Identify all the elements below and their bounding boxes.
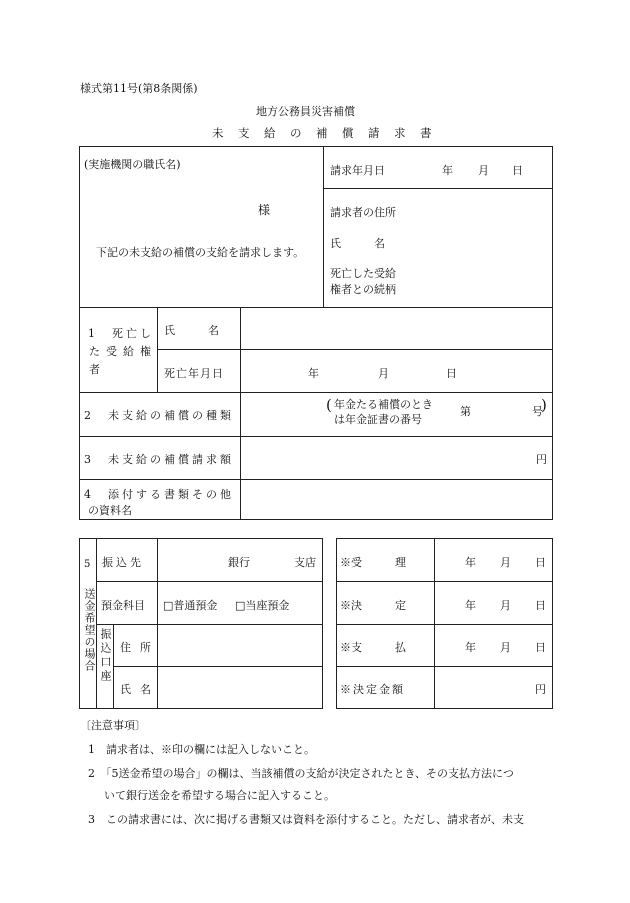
form-title: 未支給の補償請求書 xyxy=(212,126,446,140)
request-day: 日 xyxy=(512,164,523,177)
account-name-label: 氏名 xyxy=(120,683,160,696)
received-month: 月 xyxy=(500,556,511,569)
branch-label: 支店 xyxy=(294,556,316,569)
office-decided-label: ※決 定 xyxy=(340,599,406,612)
relation-label-1: 死亡した受給 xyxy=(330,267,396,280)
received-day: 日 xyxy=(535,556,546,569)
office-amount-label: ※決定金額 xyxy=(340,683,405,696)
row2-label: 2 未支給の補償の種類 xyxy=(84,409,234,422)
row2-note-1: 年金たる補償のとき xyxy=(334,398,433,411)
deceased-label-1: 1 死亡し xyxy=(88,327,154,340)
account-address-label: 住所 xyxy=(120,641,160,654)
deceased-label-3: 者 xyxy=(89,363,100,376)
form-heading-sub: 地方公務員災害補償 xyxy=(256,105,355,118)
note-2a: 2 「5送金希望の場合」の欄は、当該補償の支給が決定されたとき、その支払方法につ xyxy=(88,767,514,780)
row4-label-2: の資料名 xyxy=(88,504,132,517)
deceased-name-label: 氏 名 xyxy=(164,324,219,337)
bank-label: 銀行 xyxy=(228,556,250,569)
relation-label-2: 権者との続柄 xyxy=(330,283,396,296)
note-3: 3 この請求書には、次に掲げる書類又は資料を添付すること。ただし、請求者が、未支 xyxy=(88,813,524,826)
office-received-label: ※受 理 xyxy=(340,556,406,569)
deposit-type-label: 預金科目 xyxy=(101,599,145,612)
deceased-label-2: た受給権 xyxy=(89,345,157,358)
request-year: 年 xyxy=(442,164,453,177)
note-1: 1 請求者は、※印の欄には記入しないこと。 xyxy=(88,743,315,756)
current-deposit-checkbox[interactable]: □当座預金 xyxy=(235,599,290,612)
furikomi-saki-label: 振込先 xyxy=(102,556,144,569)
honorific: 様 xyxy=(258,203,271,217)
ordinary-deposit-checkbox[interactable]: □普通預金 xyxy=(163,599,218,612)
request-sentence: 下記の未支給の補償の支給を請求します。 xyxy=(96,246,305,259)
bracket-right: ) xyxy=(541,396,547,414)
claimant-name-label: 氏 名 xyxy=(330,237,385,250)
request-date-label: 請求年月日 xyxy=(330,164,385,177)
death-date-label: 死亡年月日 xyxy=(164,367,224,380)
row3-label: 3 未支給の補償請求額 xyxy=(84,453,234,466)
note-2b: いて銀行送金を希望する場合に記入すること。 xyxy=(104,789,335,802)
bank-section-title: 送金希望の場合 xyxy=(83,588,96,672)
row2-note-2: は年金証書の番号 xyxy=(334,413,422,426)
request-month: 月 xyxy=(478,164,489,177)
notes-title: 〔注意事項〕 xyxy=(80,719,146,732)
decided-month: 月 xyxy=(500,599,511,612)
death-day: 日 xyxy=(446,367,457,380)
bracket-left: ( xyxy=(326,396,332,414)
row3-yen: 円 xyxy=(536,453,547,466)
death-month: 月 xyxy=(378,367,389,380)
death-year: 年 xyxy=(308,367,319,380)
row2-go: 号 xyxy=(532,405,543,418)
account-vertical-label: 振込口座 xyxy=(99,628,112,684)
form-number: 様式第11号(第8条関係) xyxy=(80,82,198,95)
amount-yen: 円 xyxy=(535,683,546,696)
row2-dai: 第 xyxy=(460,405,471,418)
received-year: 年 xyxy=(465,556,476,569)
row4-label-1: 4 添付する書類その他 xyxy=(84,488,234,501)
address-label: 請求者の住所 xyxy=(330,206,396,219)
office-paid-label: ※支 払 xyxy=(340,641,406,654)
paid-day: 日 xyxy=(535,641,546,654)
decided-day: 日 xyxy=(535,599,546,612)
decided-year: 年 xyxy=(465,599,476,612)
bank-section-number: 5 xyxy=(84,559,91,570)
paid-month: 月 xyxy=(500,641,511,654)
paid-year: 年 xyxy=(465,641,476,654)
agency-label: (実施機関の職氏名) xyxy=(84,158,181,171)
